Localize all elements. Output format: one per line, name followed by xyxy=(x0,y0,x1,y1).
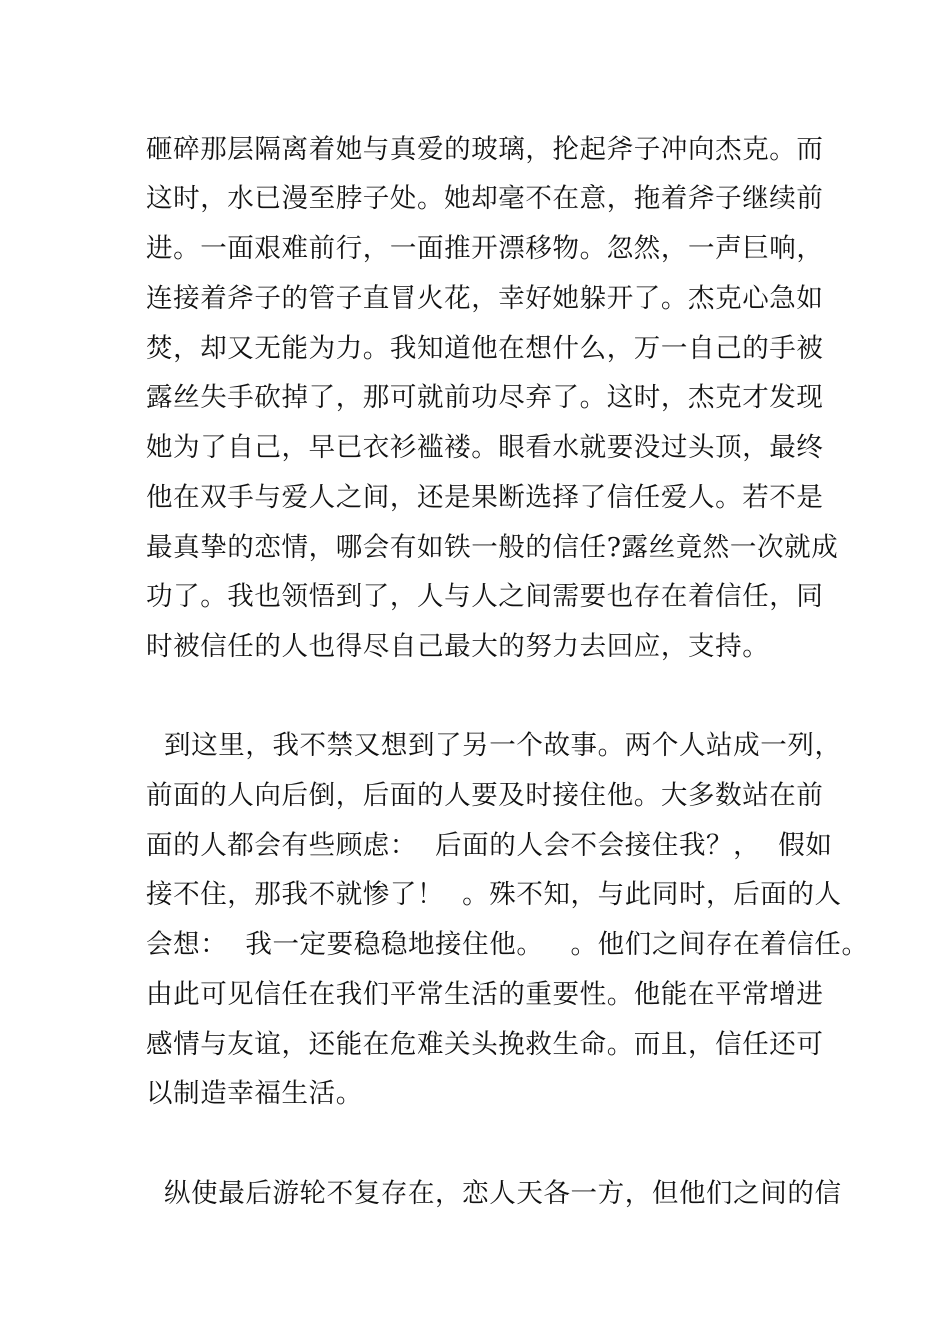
text-line: 连接着斧子的管子直冒火花，幸好她躲开了。杰克心急如 xyxy=(146,283,824,314)
text-line: 会想： 我一定要稳稳地接住他。 。他们之间存在着信任。 xyxy=(146,929,869,960)
text-line: 接不住，那我不就惨了！ 。殊不知，与此同时，后面的人 xyxy=(146,879,842,910)
text-line: 最真挚的恋情，哪会有如铁一般的信任?露丝竟然一次就成 xyxy=(146,532,839,563)
text-line: 到这里，我不禁又想到了另一个故事。两个人站成一列， xyxy=(146,730,842,761)
text-line: 进。一面艰难前行，一面推开漂移物。忽然，一声巨响， xyxy=(146,233,824,264)
text-line: 她为了自己，早已衣衫褴褛。眼看水就要没过头顶，最终 xyxy=(146,432,824,463)
text-line: 砸碎那层隔离着她与真爱的玻璃，抡起斧子冲向杰克。而 xyxy=(146,134,824,165)
text-line: 以制造幸福生活。 xyxy=(146,1078,363,1109)
text-line: 露丝失手砍掉了，那可就前功尽弃了。这时，杰克才发现 xyxy=(146,382,824,413)
text-line: 这时，水已漫至脖子处。她却毫不在意，拖着斧子继续前 xyxy=(146,183,824,214)
text-line: 时被信任的人也得尽自己最大的努力去回应，支持。 xyxy=(146,631,770,662)
text-line: 由此可见信任在我们平常生活的重要性。他能在平常增进 xyxy=(146,979,824,1010)
text-line: 焚，却又无能为力。我知道他在想什么，万一自己的手被 xyxy=(146,333,824,364)
text-line: 前面的人向后倒，后面的人要及时接住他。大多数站在前 xyxy=(146,780,824,811)
text-line: 纵使最后游轮不复存在，恋人天各一方，但他们之间的信 xyxy=(146,1178,842,1209)
text-line: 他在双手与爱人之间，还是果断选择了信任爱人。若不是 xyxy=(146,482,824,513)
text-line: 功了。我也领悟到了，人与人之间需要也存在着信任，同 xyxy=(146,581,824,612)
text-line: 感情与友谊，还能在危难关头挽救生命。而且，信任还可 xyxy=(146,1029,824,1060)
text-line: 面的人都会有些顾虑： 后面的人会不会接住我？， 假如 xyxy=(146,830,833,861)
